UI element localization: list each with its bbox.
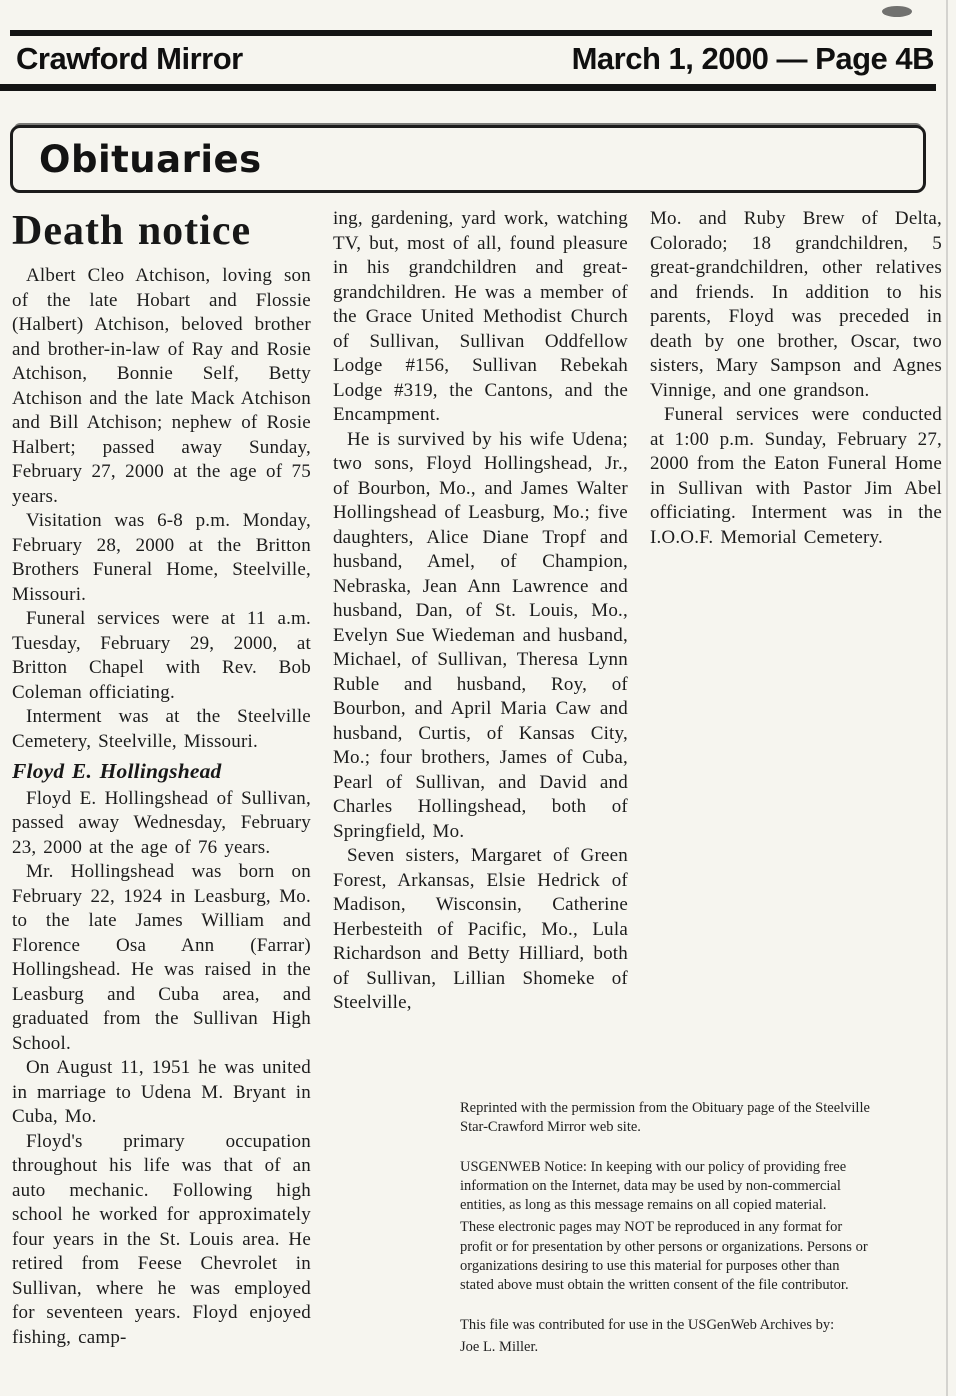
hollingshead-paragraph: He is survived by his wife Udena; two sons, Floyd Hollingshead, Jr., of Bourbon, Mo., and James Walter Hollingshead of Leasburg, Mo.; five daughters, Alice Diane Tropf and husband, Amel, of Champion, Nebraska, Jean Ann Lawrence and husband, Dan, of St. Louis, Mo., Evelyn Sue Wiedeman and husband, Michael, of Sullivan, Theresa Lynn Ruble and husband, Roy, of Bourbon, and April Maria Caw and husband, Curtis, of Kansas City, Mo.; four brothers, James of Cuba, Pearl of Sullivan, and David and Charles Hollingshead, both of Springfield, Mo. (332, 428, 628, 842)
masthead-bottom-rule (0, 84, 936, 91)
reproduction-notice: These electronic pages may NOT be reproduced in any format for profit or for presentation by other persons or organizations. Persons or organizations desiring to use this material for purposes other than stated above must obtain the written consent of the file contributor. (460, 1219, 868, 1294)
scan-artifact (882, 6, 912, 17)
death-notice-paragraph: Interment was at the Steelville Cemetery, Steelville, Missouri. (12, 706, 311, 752)
death-notice-headline: Death notice (12, 208, 252, 254)
usgenweb-notice: USGENWEB Notice: In keeping with our policy of providing free information on the Internet, data may be used by non-commercial entities, as long as this message remains on all copied material. (460, 1158, 847, 1214)
death-notice-paragraph: Albert Cleo Atchison, loving son of the late Hobart and Flossie (Halbert) Atchison, beloved brother and brother-in-law of Ray and Rosie Atchison, Bonnie Self, Betty Atchison and the late Mack Atchison and Bill Atchison; nephew of Rosie Halbert; passed away Sunday, February 27, 2000 at the age of 75 years. (12, 265, 311, 507)
contribution-line: This file was contributed for use in the USGenWeb Archives by: (460, 1316, 835, 1333)
paper-name: Crawford Mirror (16, 41, 243, 76)
death-notice-paragraph: Visitation was 6-8 p.m. Monday, February 28, 2000 at the Britton Brothers Funeral Home, Steelville, Missouri. (12, 510, 311, 605)
hollingshead-headline: Floyd E. Hollingshead (12, 759, 222, 784)
hollingshead-paragraph: Floyd E. Hollingshead of Sullivan, passed away Wednesday, February 23, 2000 at the age of 76 years. (12, 787, 311, 858)
reprint-notice: Reprinted with the permission from the Obituary page of the Steelville Star-Crawford Mirror web site. (460, 1100, 870, 1136)
hollingshead-paragraph: ing, gardening, yard work, watching TV, but, most of all, found pleasure in his grandchildren and great-grandchildren. He was a member of the Grace United Methodist Church of Sullivan, Sullivan Oddfellow Lodge #156, Sullivan Rebekah Lodge #319, the Cantons, and the Encampment. (332, 208, 628, 425)
hollingshead-paragraph: Floyd's primary occupation throughout his life was that of an auto mechanic. Following high school he worked for approximately four years in the St. Louis area. He retired from Feese Chevrolet in Sullivan, where he was employed for seventeen years. Floyd enjoyed fishing, camp- (12, 1130, 311, 1348)
hollingshead-paragraph: Mr. Hollingshead was born on February 22, 1924 in Leasburg, Mo. to the late James William and Florence Osa Ann (Farrar) Hollingshead. He was raised in the Leasburg and Cuba area, and graduated from the Sullivan High School. (12, 861, 311, 1054)
footer-notices (460, 1096, 870, 1357)
hollingshead-paragraph: Seven sisters, Margaret of Green Forest, Arkansas, Elsie Hedrick of Madison, Wisconsin, Catherine Herbesteith of Pacific, Mo., Lula Richardson and Betty Hilliard, both of Sullivan, Lillian Shomeke of Steelville, (332, 845, 628, 1013)
column-1 (12, 207, 311, 1350)
hollingshead-paragraph: Mo. and Ruby Brew of Delta, Colorado; 18 grandchildren, 5 great-grandchildren, other relatives and friends. In addition to his parents, Floyd was preceded in death by one brother, Oscar, two sisters, Mary Sampson and Agnes Vinnige, and one grandson. (649, 208, 942, 401)
obituaries-section-box (10, 125, 926, 193)
contributor-name: Joe L. Miller. (460, 1338, 539, 1355)
hollingshead-paragraph: On August 11, 1951 he was united in marriage to Udena M. Bryant in Cuba, Mo. (12, 1057, 311, 1128)
hollingshead-paragraph: Funeral services were conducted at 1:00 p.m. Sunday, February 27, 2000 from the Eaton Funeral Home in Sullivan with Pastor Jim Abel officiating. Interment was in the I.O.O.F. Memorial Cemetery. (649, 404, 942, 548)
death-notice-paragraph: Funeral services were at 11 a.m. Tuesday, February 29, 2000, at Britton Chapel with Rev. Bob Coleman officiating. (12, 608, 311, 703)
section-title: Obituaries (39, 137, 262, 181)
masthead (0, 36, 956, 81)
date-page-label: March 1, 2000 — Page 4B (571, 41, 934, 76)
